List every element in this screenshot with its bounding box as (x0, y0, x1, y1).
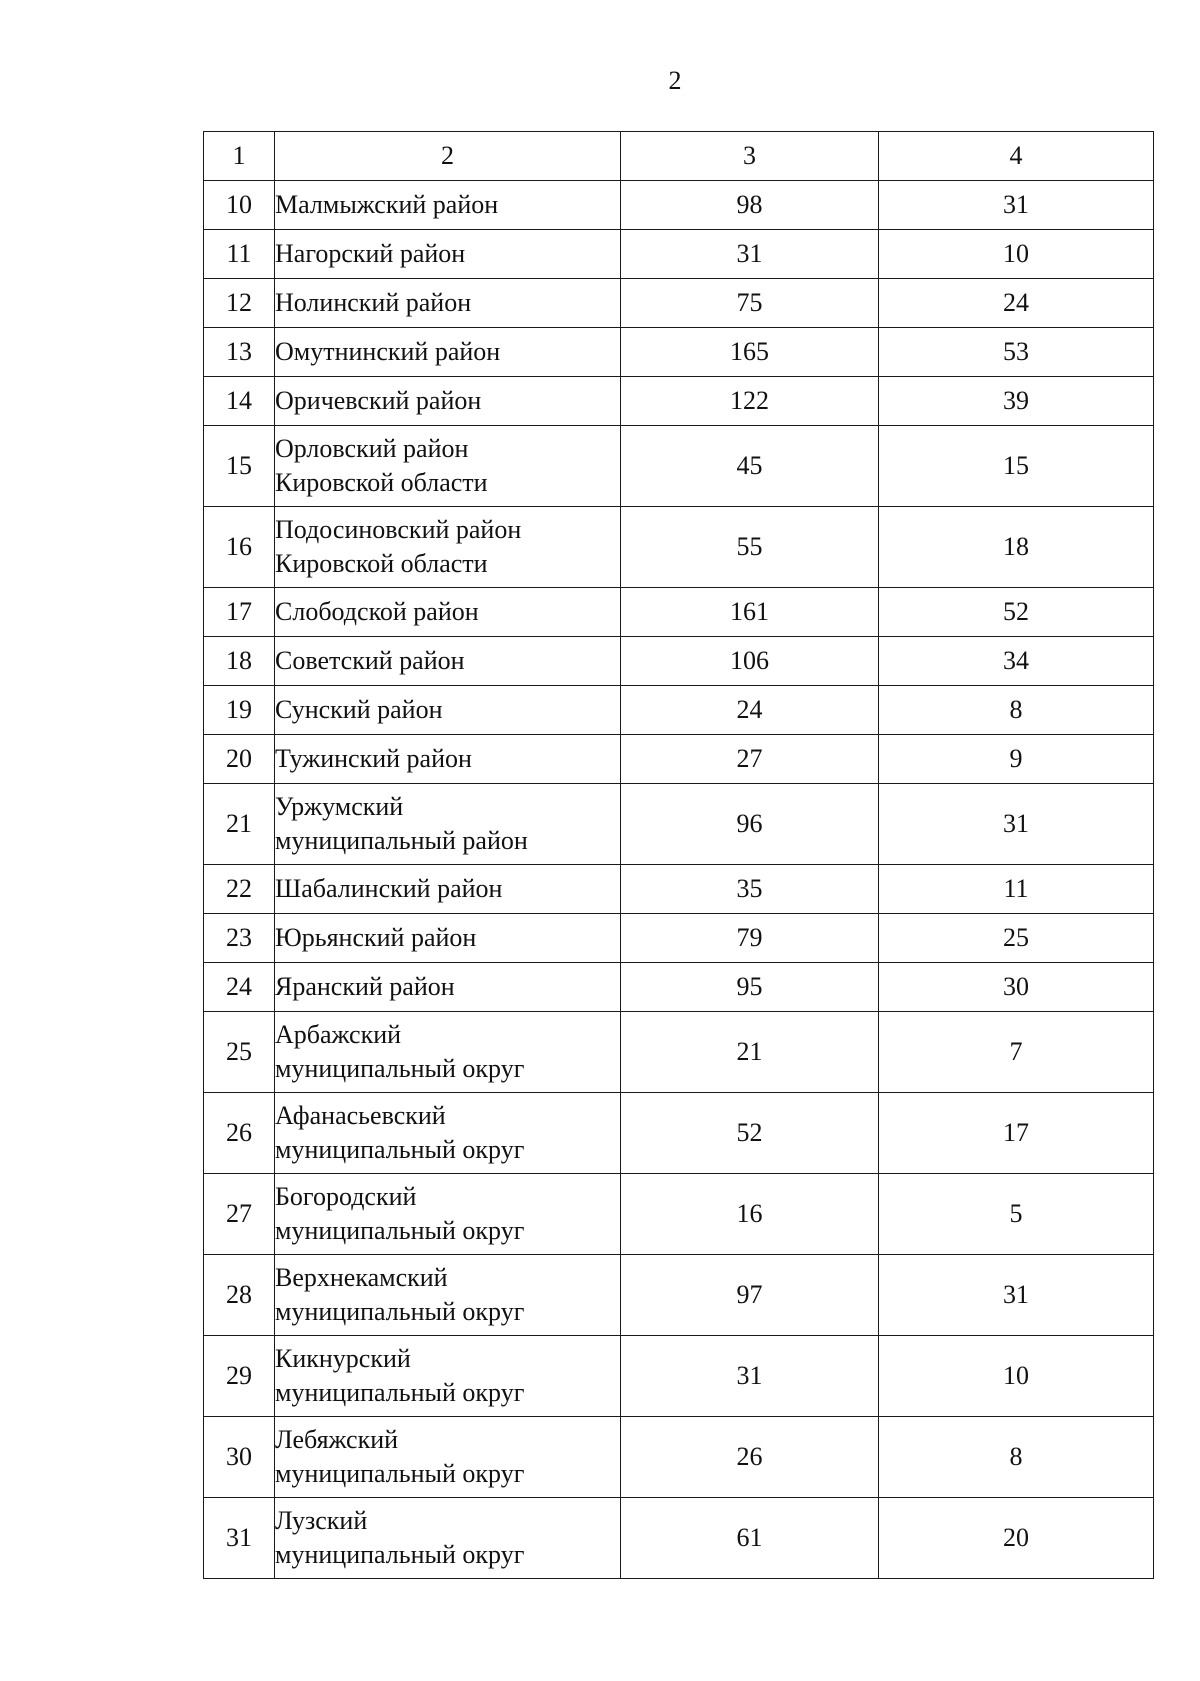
row-number-cell: 20 (204, 735, 275, 784)
row-number-cell: 28 (204, 1255, 275, 1336)
column-3-value-cell: 122 (621, 377, 879, 426)
column-3-value-cell: 161 (621, 588, 879, 637)
municipality-name-cell: Верхнекамский муниципальный округ (275, 1255, 621, 1336)
table-row (204, 1012, 1154, 1093)
row-number-cell: 11 (204, 230, 275, 279)
column-3-value-cell: 55 (621, 507, 879, 588)
municipality-name-cell: Нолинский район (275, 279, 621, 328)
municipality-name-cell: Лузский муниципальный округ (275, 1498, 621, 1579)
table-row (204, 784, 1154, 865)
column-4-value-cell: 15 (879, 426, 1154, 507)
page-number: 2 (668, 66, 682, 95)
column-3-value-cell: 35 (621, 865, 879, 914)
row-number-cell: 30 (204, 1417, 275, 1498)
header-cell-4: 4 (879, 132, 1154, 181)
column-4-value-cell: 31 (879, 784, 1154, 865)
column-3-value-cell: 26 (621, 1417, 879, 1498)
municipality-name-cell: Лебяжский муниципальный округ (275, 1417, 621, 1498)
row-number-cell: 26 (204, 1093, 275, 1174)
column-4-value-cell: 18 (879, 507, 1154, 588)
row-number-cell: 25 (204, 1012, 275, 1093)
table-row (204, 328, 1154, 377)
table-row (204, 1498, 1154, 1579)
header-cell-2: 2 (275, 132, 621, 181)
municipality-name-cell: Тужинский район (275, 735, 621, 784)
row-number-cell: 13 (204, 328, 275, 377)
column-3-value-cell: 21 (621, 1012, 879, 1093)
column-3-value-cell: 27 (621, 735, 879, 784)
row-number-cell: 23 (204, 914, 275, 963)
municipality-name-cell: Уржумский муниципальный район (275, 784, 621, 865)
column-4-value-cell: 8 (879, 686, 1154, 735)
municipality-name-cell: Сунский район (275, 686, 621, 735)
column-3-value-cell: 16 (621, 1174, 879, 1255)
column-4-value-cell: 24 (879, 279, 1154, 328)
column-4-value-cell: 9 (879, 735, 1154, 784)
table-row (204, 1255, 1154, 1336)
municipality-name-cell: Кикнурский муниципальный округ (275, 1336, 621, 1417)
column-4-value-cell: 17 (879, 1093, 1154, 1174)
column-4-value-cell: 31 (879, 181, 1154, 230)
table-row (204, 865, 1154, 914)
row-number-cell: 19 (204, 686, 275, 735)
row-number-cell: 24 (204, 963, 275, 1012)
row-number-cell: 17 (204, 588, 275, 637)
table-row (204, 377, 1154, 426)
table-row (204, 426, 1154, 507)
municipality-name-cell: Нагорский район (275, 230, 621, 279)
table-row (204, 1336, 1154, 1417)
column-4-value-cell: 25 (879, 914, 1154, 963)
column-4-value-cell: 39 (879, 377, 1154, 426)
municipality-name-cell: Омутнинский район (275, 328, 621, 377)
row-number-cell: 29 (204, 1336, 275, 1417)
table-header-row (204, 132, 1154, 181)
municipality-name-cell: Советский район (275, 637, 621, 686)
column-3-value-cell: 52 (621, 1093, 879, 1174)
column-3-value-cell: 165 (621, 328, 879, 377)
municipality-name-cell: Арбажский муниципальный округ (275, 1012, 621, 1093)
column-3-value-cell: 95 (621, 963, 879, 1012)
column-3-value-cell: 97 (621, 1255, 879, 1336)
column-3-value-cell: 31 (621, 230, 879, 279)
row-number-cell: 27 (204, 1174, 275, 1255)
column-4-value-cell: 52 (879, 588, 1154, 637)
table-row (204, 1093, 1154, 1174)
column-3-value-cell: 61 (621, 1498, 879, 1579)
table-row (204, 1417, 1154, 1498)
column-4-value-cell: 30 (879, 963, 1154, 1012)
municipality-name-cell: Оричевский район (275, 377, 621, 426)
column-4-value-cell: 7 (879, 1012, 1154, 1093)
municipality-name-cell: Шабалинский район (275, 865, 621, 914)
column-3-value-cell: 75 (621, 279, 879, 328)
row-number-cell: 18 (204, 637, 275, 686)
column-4-value-cell: 11 (879, 865, 1154, 914)
table-row (204, 507, 1154, 588)
column-4-value-cell: 10 (879, 1336, 1154, 1417)
data-table (203, 131, 1154, 1579)
municipality-name-cell: Яранский район (275, 963, 621, 1012)
row-number-cell: 31 (204, 1498, 275, 1579)
table-row (204, 735, 1154, 784)
municipality-name-cell: Орловский район Кировской области (275, 426, 621, 507)
table-row (204, 181, 1154, 230)
table-row (204, 279, 1154, 328)
row-number-cell: 14 (204, 377, 275, 426)
column-4-value-cell: 53 (879, 328, 1154, 377)
column-3-value-cell: 31 (621, 1336, 879, 1417)
municipality-name-cell: Афанасьевский муниципальный округ (275, 1093, 621, 1174)
row-number-cell: 22 (204, 865, 275, 914)
municipality-name-cell: Богородский муниципальный округ (275, 1174, 621, 1255)
row-number-cell: 15 (204, 426, 275, 507)
municipality-name-cell: Юрьянский район (275, 914, 621, 963)
column-4-value-cell: 34 (879, 637, 1154, 686)
column-3-value-cell: 96 (621, 784, 879, 865)
table-row (204, 1174, 1154, 1255)
column-3-value-cell: 24 (621, 686, 879, 735)
column-4-value-cell: 5 (879, 1174, 1154, 1255)
column-4-value-cell: 8 (879, 1417, 1154, 1498)
column-3-value-cell: 45 (621, 426, 879, 507)
column-4-value-cell: 20 (879, 1498, 1154, 1579)
row-number-cell: 16 (204, 507, 275, 588)
table-row (204, 637, 1154, 686)
column-3-value-cell: 106 (621, 637, 879, 686)
column-3-value-cell: 98 (621, 181, 879, 230)
header-cell-3: 3 (621, 132, 879, 181)
municipality-name-cell: Подосиновский район Кировской области (275, 507, 621, 588)
column-4-value-cell: 31 (879, 1255, 1154, 1336)
column-3-value-cell: 79 (621, 914, 879, 963)
table-row (204, 963, 1154, 1012)
table-row (204, 686, 1154, 735)
row-number-cell: 10 (204, 181, 275, 230)
column-4-value-cell: 10 (879, 230, 1154, 279)
municipality-name-cell: Слободской район (275, 588, 621, 637)
table-row (204, 230, 1154, 279)
municipality-name-cell: Малмыжский район (275, 181, 621, 230)
header-cell-1: 1 (204, 132, 275, 181)
row-number-cell: 12 (204, 279, 275, 328)
table-row (204, 588, 1154, 637)
row-number-cell: 21 (204, 784, 275, 865)
table-row (204, 914, 1154, 963)
